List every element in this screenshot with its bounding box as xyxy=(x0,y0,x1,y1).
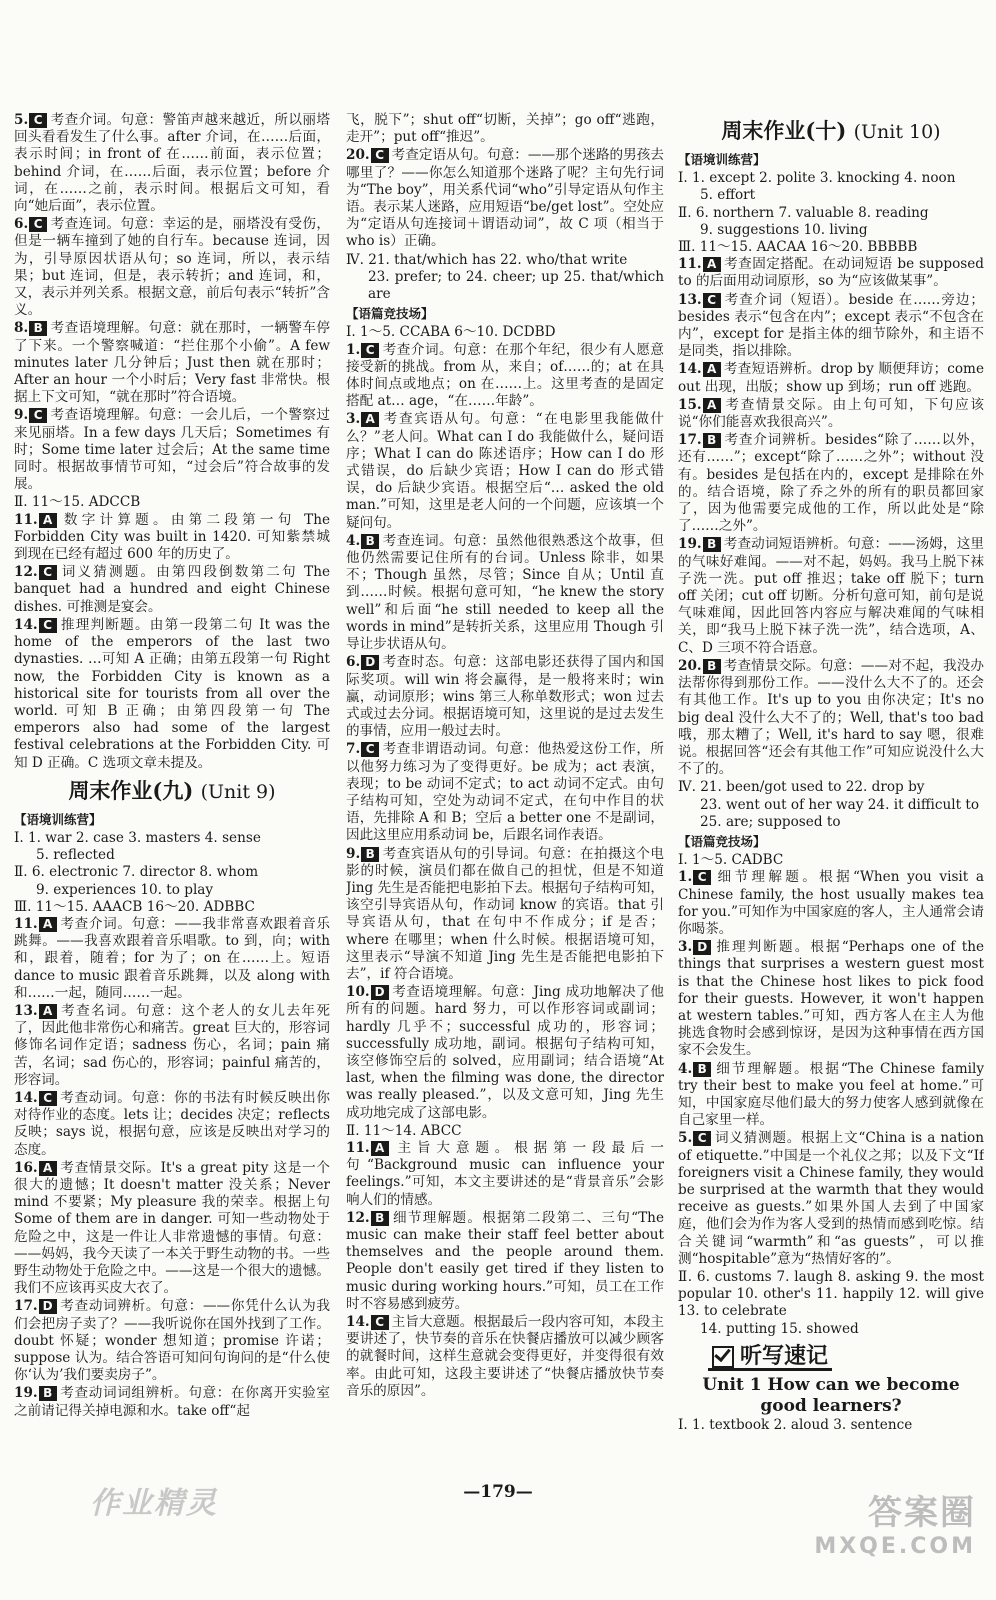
explanation: 主旨大意题。根据第一段最后一句“Background music can influence your feelings.”可知，本文主要讲述的是“背景音乐”会影响人们的情感。 xyxy=(346,1139,664,1208)
item-number: 20. xyxy=(678,657,702,674)
answer-badge: C xyxy=(693,1131,711,1146)
answer-badge: A xyxy=(39,513,57,528)
column-left xyxy=(14,112,330,1480)
answer-badge: C xyxy=(39,1091,57,1106)
item-number: 6. xyxy=(346,654,361,671)
answer-badge: C xyxy=(29,408,47,423)
checkbox-icon xyxy=(712,1346,734,1368)
explanation: 考查语境理解。句意：一会儿后，一个警察过来见丽塔。In a few days 几天后；Sometimes 有时；Some time later 过会后；At the same time 同时。根据故事情节可知，“过会后”符合故事的发展。 xyxy=(14,407,330,493)
explanation: 细节理解题。根据“The Chinese family try their best to make you feel at home.”可知，中国家庭尽他们最大的努力使客人感到就像在自己家里一样。 xyxy=(678,1060,984,1129)
explanation: 词义猜测题。由第四段倒数第二句 The banquet had a hundred and eight Chinese dishes. 可推测是宴会。 xyxy=(14,564,330,615)
heading-title: 周末作业(十) xyxy=(721,118,847,143)
answer-key-row: 14. putting 15. showed xyxy=(700,1320,859,1337)
answer-entry xyxy=(678,397,984,431)
section-label: 【语篇竞技场】 xyxy=(678,833,766,849)
item-number: 9. xyxy=(14,407,29,424)
answer-key-row: Ⅰ. 1. except 2. polite 3. knocking 4. noon xyxy=(678,170,956,187)
item-number: 8. xyxy=(14,320,29,337)
answer-entry xyxy=(14,1160,330,1298)
answer-entry xyxy=(678,939,984,1059)
answer-badge: A xyxy=(39,1161,57,1176)
explanation: 词义猜测题。根据上文“China is a nation of etiquette.”中国是一个礼仪之邦；以及下文“If foreigners visit a Chinese family, they would be surprised at the warmth that they would receive as guests.”如果外国人去到了中国家庭，他们会为作为客人受到的热情而感到吃惊。结合关键词“warmth”和“as guests”，可以推测“hospitable”意为“热情好客的”。 xyxy=(678,1130,984,1267)
section-heading xyxy=(14,778,330,805)
explanation: 主旨大意题。根据最后一段内容可知，本段主要讲述了，快节奏的音乐在快餐店播放可以减少顾客的就餐时间，这样生意就会变得更好，并变得很有效率。由此可知，这段主要讲述了“快餐店播放快节奏音乐的原因”。 xyxy=(346,1314,664,1399)
answer-key-row: Ⅲ. 11～15. AAACB 16～20. ADBBC xyxy=(14,898,255,915)
answer-badge: A xyxy=(39,917,57,932)
answer-entry xyxy=(14,1090,330,1159)
answer-badge: C xyxy=(693,870,711,885)
item-number: 4. xyxy=(346,532,361,549)
answer-entry xyxy=(14,407,330,493)
answer-badge: C xyxy=(29,217,47,232)
answer-entry xyxy=(14,564,330,616)
answer-badge: B xyxy=(361,534,379,549)
answer-entry xyxy=(678,869,984,938)
item-number: 3. xyxy=(346,411,361,428)
answer-entry xyxy=(346,1140,664,1209)
answer-key-row: Ⅰ. 1. war 2. case 3. masters 4. sense xyxy=(14,829,261,846)
watermark-url: MXQE.COM xyxy=(814,1534,976,1559)
item-number: 3. xyxy=(678,939,693,956)
answer-key-row: Ⅱ. 11～14. ABCC xyxy=(346,1122,462,1139)
column-middle xyxy=(346,112,664,1480)
item-number: 12. xyxy=(346,1209,370,1226)
item-number: 19. xyxy=(678,536,702,553)
answer-badge: A xyxy=(361,412,379,427)
answer-entry xyxy=(14,1298,330,1384)
answer-badge: B xyxy=(29,321,47,336)
item-number: 7. xyxy=(346,741,361,758)
answer-key-row: Ⅳ. 21. that/which has 22. who/that write xyxy=(346,251,628,268)
item-number: 11. xyxy=(14,915,38,932)
answer-badge: B xyxy=(39,1386,57,1401)
answer-entry xyxy=(678,658,984,778)
answer-entry xyxy=(14,512,330,564)
item-number: 11. xyxy=(678,256,702,273)
answer-key-row: Ⅰ. 1. textbook 2. aloud 3. sentence xyxy=(678,1416,913,1433)
dictation-title: 听写速记 xyxy=(740,1344,829,1370)
section-label: 【语境训练营】 xyxy=(678,152,766,167)
answer-badge: D xyxy=(39,1299,57,1314)
explanation: 考查情景交际。It's a great pity 这是一个很大的遗憾；It doesn't matter 没关系；Never mind 不要紧；My pleasure 我的荣幸。根据上句 Some of them are in danger. 可知一些动物处于危险之中，这是一件让人非常遗憾的事情。句意：——妈妈，我今天读了一本关于野生动物的书。一些野生动物处于危险之中。——这是一个很大的遗憾。我们不应该再买皮大衣了。 xyxy=(14,1159,330,1297)
heading-unit: (Unit 10) xyxy=(853,121,941,143)
answer-entry xyxy=(678,1061,984,1130)
section-label: 【语境训练营】 xyxy=(14,811,102,827)
answer-key-row: Ⅱ. 6. northern 7. valuable 8. reading xyxy=(678,204,929,221)
explanation: 推理判断题。根据“Perhaps one of the things that surprises a western guest most is that the Chinese host likes to pick food for their guests. However, it won't happen at western tables.”可知，西方客人在主人为他挑选食物时会感到惊讶，是因为这种事情在西方国家不会发生。 xyxy=(678,939,984,1059)
explanation: 考查固定搭配。在动词短语 be supposed to 的后面用动词原形，so 为“应该做某事”。 xyxy=(678,256,984,290)
item-number: 14. xyxy=(678,361,702,378)
answer-badge: D xyxy=(693,940,711,955)
explanation: 考查介词。句意：——我非常喜欢跟着音乐跳舞。——我喜欢跟着音乐唱歌。to 到，向；with 和，跟着，随着；for 为了；on 在……上。短语 dance to music 跟着音乐跳舞，以及 along with 和……一起，随同……一起。 xyxy=(14,915,330,1001)
watermark-logo-left: 作业精灵 xyxy=(90,1486,218,1521)
explanation: 考查动词词组辨析。句意：在你离开实验室之前请记得关掉电源和水。take off“起 xyxy=(14,1385,330,1419)
answer-badge: D xyxy=(371,985,389,1000)
explanation: 考查时态。句意：这部电影还获得了国内和国际奖项。will win 将会赢得，是一般将来时；win 赢，动词原形；wins 第三人称单数形式；won 过去式或过去分词。根据语境可知，这里说的是过去发生的事情，应用一般过去时。 xyxy=(346,654,664,740)
answer-badge: C xyxy=(361,343,379,358)
answer-entry xyxy=(346,984,664,1122)
answer-key-row: 23. prefer; to 24. cheer; up 25. that/which are xyxy=(368,268,664,303)
explanation: 考查情景交际。由上句可知，下句应该说“你们能喜欢我很高兴”。 xyxy=(678,396,984,431)
answer-badge: A xyxy=(371,1141,389,1156)
answer-key-row: Ⅳ. 21. been/got used to 22. drop by xyxy=(678,779,925,796)
explanation: 考查定语从句。句意：——那个迷路的男孩去哪里了？——你怎么知道那个迷路了呢？主句先行词为“The boy”，用关系代词“who”引导定语从句作主语。表示某人迷路，应用短语“be/get lost”。空处应为“定语从句连接词＋谓语动词”，故 C 项（相当于 who is）正确。 xyxy=(346,147,664,250)
watermark-brand: 答案圈 xyxy=(868,1493,976,1533)
answer-key-row: Ⅱ. 6. electronic 7. director 8. whom xyxy=(14,864,259,881)
answer-entry xyxy=(346,741,664,844)
section-label: 【语篇竞技场】 xyxy=(346,306,434,322)
explanation: 考查非谓语动词。句意：他热爱这份工作，所以他努力练习为了变得更好。be 成为；act 表演，表现；to be 动词不定式；to act 动词不定式。由句子结构可知，空处为动词不定式，在句中作目的状语，先排除 A 和 B；空后 a better one 不是副词，因此这里应用系动词 be，后跟名词作表语。 xyxy=(346,741,664,844)
explanation: 考查宾语从句的引导词。句意：在拍摄这个电影的时候，演员们都在做自己的担忧，但是不知道 Jing 先生是否能把电影拍下去。根据句子结构可知，该空引导宾语从句，作动词 know 的宾语。that 引导宾语从句，that 在句中不作成分；if 是否；where 在哪里；when 什么时候。根据语境可知，这里表示“导演不知道 Jing 先生是否能把电影拍下去”，if 符合语境。 xyxy=(346,845,664,982)
answer-entry xyxy=(14,916,330,1002)
answer-key-row: 5. effort xyxy=(700,187,756,204)
answer-key-row: 23. went out of her way 24. it difficult to xyxy=(700,796,980,813)
heading-unit: (Unit 9) xyxy=(200,780,276,803)
item-number: 19. xyxy=(14,1385,38,1402)
answer-key-row: 25. are; supposed to xyxy=(700,813,841,830)
item-number: 14. xyxy=(14,616,38,633)
answer-badge: A xyxy=(703,257,721,272)
item-number: 4. xyxy=(678,1060,693,1077)
answer-badge: C xyxy=(39,565,57,580)
answer-badge: C xyxy=(361,742,379,757)
answer-entry xyxy=(678,536,984,656)
answer-entry xyxy=(678,432,984,535)
explanation: 考查短语辨析。drop by 顺便拜访；come out 出现，出版；show up 到场；run off 逃跑。 xyxy=(678,361,984,395)
item-number: 14. xyxy=(14,1089,38,1106)
item-number: 15. xyxy=(678,396,702,413)
heading-title: 周末作业(九) xyxy=(68,777,194,803)
answer-badge: C xyxy=(703,293,721,308)
answer-entry xyxy=(678,256,984,290)
answer-entry xyxy=(346,1314,664,1400)
answer-entry xyxy=(346,411,664,531)
item-number: 9. xyxy=(346,845,361,862)
item-number: 17. xyxy=(14,1298,38,1315)
explanation: 考查名词。句意：这个老人的女儿去年死了，因此他非常伤心和痛苦。great 巨大的，形容词修饰名词作定语；sadness 伤心，名词；pain 痛苦，名词；sad 伤心的，形容词；painful 痛苦的，形容词。 xyxy=(14,1002,330,1088)
answer-badge: A xyxy=(703,362,721,377)
item-number: 1. xyxy=(346,341,361,358)
answer-entry xyxy=(346,533,664,653)
answer-key-row: Ⅰ. 1～5. CADBC xyxy=(678,852,784,869)
page-number: —179— xyxy=(463,1482,533,1502)
explanation: 细节理解题。根据第二段第二、三句“The music can make their staff feel better about themselves and the people around them. People don't easily get tired if they listen to music during working hours.”可知，员工在工作时不容易感到疲劳。 xyxy=(346,1209,664,1312)
answer-badge: B xyxy=(703,433,721,448)
explanation: 考查连词。句意：虽然他很熟悉这个故事，但他仍然需要记住所有的台词。Unless 除非，如果不；Though 虽然，尽管；Since 自从；Until 直到……时候。根据句意可知，“he knew the story well”和后面“he still needed to keep all the words in mind”是转折关系，这里应用 Though 引导让步状语从句。 xyxy=(346,532,664,653)
item-number: 11. xyxy=(346,1139,370,1156)
item-number: 11. xyxy=(14,511,38,528)
answer-entry xyxy=(678,1130,984,1268)
explanation: 考查动词短语辨析。句意：——汤姆，这里的气味好难闻。——对不起，妈妈。我马上脱下袜子洗一洗。put off 推迟；take off 脱下；turn off 关闭；cut off 切断。分析句意可知，前句是说气味难闻，因此回答内容应与解决难闻的气味相关，即“我马上脱下袜子洗一洗”，结合选项，A、C、D 三项不符合语意。 xyxy=(678,536,984,656)
answer-key-row: Ⅱ. 11～15. ADCCB xyxy=(14,494,141,511)
explanation: 考查语境理解。句意：Jing 成功地解决了他所有的问题。hard 努力，可以作形容词或副词；hardly 几乎不；successful 成功的，形容词；successfully 成功地，副词。根据句子结构可知，该空修饰空后的 solved，应用副词；结合语境“At last, when the filming was done, the director was really pleased.”，以及文意可知，Jing 先生成功地完成了这部电影。 xyxy=(346,984,664,1121)
explanation: 推理判断题。由第一段第二句 It was the home of the emperors of the last two dynasties. …可知 A 正确；由第五段第一句 Right now, the Forbidden City is known as a historical site for tourists from all over the world. 可知 B 正确；由第四段第一句 The emperors also had some of the largest festival celebrations at the Forbidden City. 可知 D 正确。C 选项文章未提及。 xyxy=(14,616,330,771)
item-number: 1. xyxy=(678,869,693,886)
answer-entry xyxy=(14,617,330,772)
answer-key-row: 9. experiences 10. to play xyxy=(36,881,214,898)
answer-badge: B xyxy=(703,659,721,674)
item-number: 16. xyxy=(14,1159,38,1176)
explanation: 考查动词。句意：你的书法有时候反映出你对待作业的态度。lets 让；decides 决定；reflects 反映；says 说，根据句意，应该是反映出对学习的态度。 xyxy=(14,1089,330,1158)
item-number: 20. xyxy=(346,147,370,164)
explanation: 考查介词（短语）。beside 在……旁边；besides 表示“包含在内”；except 表示“不包含在内”，except for 是指主体的细节除外，和主语不是同类，指以排除。 xyxy=(678,291,984,360)
answer-badge: B xyxy=(703,537,721,552)
unit-title: Unit 1 How can we become good learners? xyxy=(702,1374,960,1416)
answer-key-row: 5. reflected xyxy=(36,847,115,864)
answer-entry xyxy=(14,1385,330,1419)
watermark-logo-right xyxy=(814,1485,976,1559)
answer-entry xyxy=(14,112,330,215)
answer-badge: B xyxy=(693,1062,711,1077)
answer-key-row: 9. suggestions 10. living xyxy=(700,221,868,238)
answer-entry xyxy=(678,361,984,395)
section-heading xyxy=(678,118,984,145)
dictation-banner xyxy=(708,1346,832,1371)
answer-entry xyxy=(14,320,330,406)
answer-badge: C xyxy=(29,113,47,128)
item-number: 12. xyxy=(14,564,38,581)
answer-badge: C xyxy=(371,1315,389,1330)
answer-badge: B xyxy=(361,847,379,862)
answer-key-row: Ⅱ. 6. customs 7. laugh 8. asking 9. the most popular 10. other's 11. happily 12. will give 13. to celebrate xyxy=(678,1269,984,1320)
explanation: 考查连词。句意：幸运的是，丽塔没有受伤，但是一辆车撞到了她的自行车。because 连词，因为，引导原因状语从句；so 连词，所以，表示结果；but 连词，但是，表示转折；and 连词，和，又，表示并列关系。根据文意，前后句表示“转折”含义。 xyxy=(14,216,330,319)
answer-badge: A xyxy=(703,398,721,413)
explanation: 考查介词辨析。besides“除了……以外，还有……”；except“除了……之外”；without 没有。besides 是包括在内的，except 是排除在外的。结合语境，除了乔之外的所有的职员都回家了，因为他需要完成他的工作，所以此处是“除了……之外”。 xyxy=(678,432,984,535)
answer-badge: C xyxy=(371,148,389,163)
explanation: 考查情景交际。句意：——对不起，我没办法帮你得到那份工作。——没什么大不了的。还会有其他工作。It's up to you 由你决定；It's no big deal 没什么大不了的；Well, that's too bad 哦，那太糟了；Well, it's hard to say 嗯，很难说。根据回答“还会有其他工作”可知应说没什么大不了的。 xyxy=(678,657,984,778)
answer-entry xyxy=(678,292,984,361)
item-number: 10. xyxy=(346,984,370,1001)
answer-entry xyxy=(346,147,664,250)
answer-entry xyxy=(346,846,664,984)
item-number: 13. xyxy=(14,1002,38,1019)
explanation: 考查介词。句意：警笛声越来越近，所以丽塔回头看看发生了什么事。after 介词，在……后面，表示时间；in front of 在……前面，表示位置；behind 介词，在……后面，表示位置；before 介词，在……之前，表示时间。根据后文可知，看向“她后面”，表示位置。 xyxy=(14,112,330,215)
explanation: 考查宾语从句。句意：“在电影里我能做什么？”老人问。What can I do 我能做什么，疑问语序；What I can do 陈述语序；How can I do 形式错误，do 后缺少宾语；How I can do 形式错误，do 后缺少宾语。根据空后“… asked the old man.”可知，这里是老人问的一个问题，应该填一个疑问句。 xyxy=(346,411,664,531)
item-number: 6. xyxy=(14,216,29,233)
explanation: 数字计算题。由第二段第一句 The Forbidden City was built in 1420. 可知紫禁城到现在已经有超过 600 年的历史了。 xyxy=(14,511,330,563)
answer-entry xyxy=(346,1210,664,1313)
answer-badge: A xyxy=(39,1004,57,1019)
explanation: 考查动词辨析。句意：——你凭什么认为我们会把房子卖了？——我听说你在国外找到了工作。doubt 怀疑；wonder 想知道；promise 许诺；suppose 认为。结合答语可知问句询问的是“什么使你‘认为’我们要卖房子”。 xyxy=(14,1298,330,1384)
explanation: 细节理解题。根据“When you visit a Chinese family, the host usually makes tea for you.”可知作为中国家庭的客人，主人通常会请你喝茶。 xyxy=(678,869,984,937)
item-number: 5. xyxy=(678,1130,693,1147)
explanation: 考查介词。句意：在那个年纪，很少有人愿意接受新的挑战。from 从，来自；of……的；at 在具体时间点或地点；on 在……上。这里考查的是固定搭配 at… age，“在……年龄”。 xyxy=(346,341,664,410)
item-number: 17. xyxy=(678,432,702,449)
answer-entry xyxy=(14,1003,330,1089)
column-right xyxy=(678,112,984,1480)
answer-entry xyxy=(14,216,330,319)
answer-badge: D xyxy=(361,655,379,670)
answer-key-row: Ⅲ. 11～15. AACAA 16～20. BBBBB xyxy=(678,239,918,256)
item-number: 14. xyxy=(346,1314,370,1331)
item-number: 5. xyxy=(14,112,29,128)
answer-key-row: Ⅰ. 1～5. CCABA 6～10. DCDBD xyxy=(346,324,556,341)
answer-badge: C xyxy=(39,618,57,633)
answer-entry xyxy=(346,654,664,740)
answer-badge: B xyxy=(371,1211,389,1226)
explanation-continued: 飞，脱下”；shut off“切断，关掉”；go off“逃跑，走开”；put off“推迟”。 xyxy=(346,112,664,146)
answer-entry xyxy=(346,342,664,411)
explanation: 考查语境理解。句意：就在那时，一辆警车停了下来。一个警察喊道：“拦住那个小偷”。A few minutes later 几分钟后；Just then 就在那时；After an hour 一个小时后；Very fast 非常快。根据上下文可知，“就在那时”符合语境。 xyxy=(14,320,330,406)
item-number: 13. xyxy=(678,291,702,308)
